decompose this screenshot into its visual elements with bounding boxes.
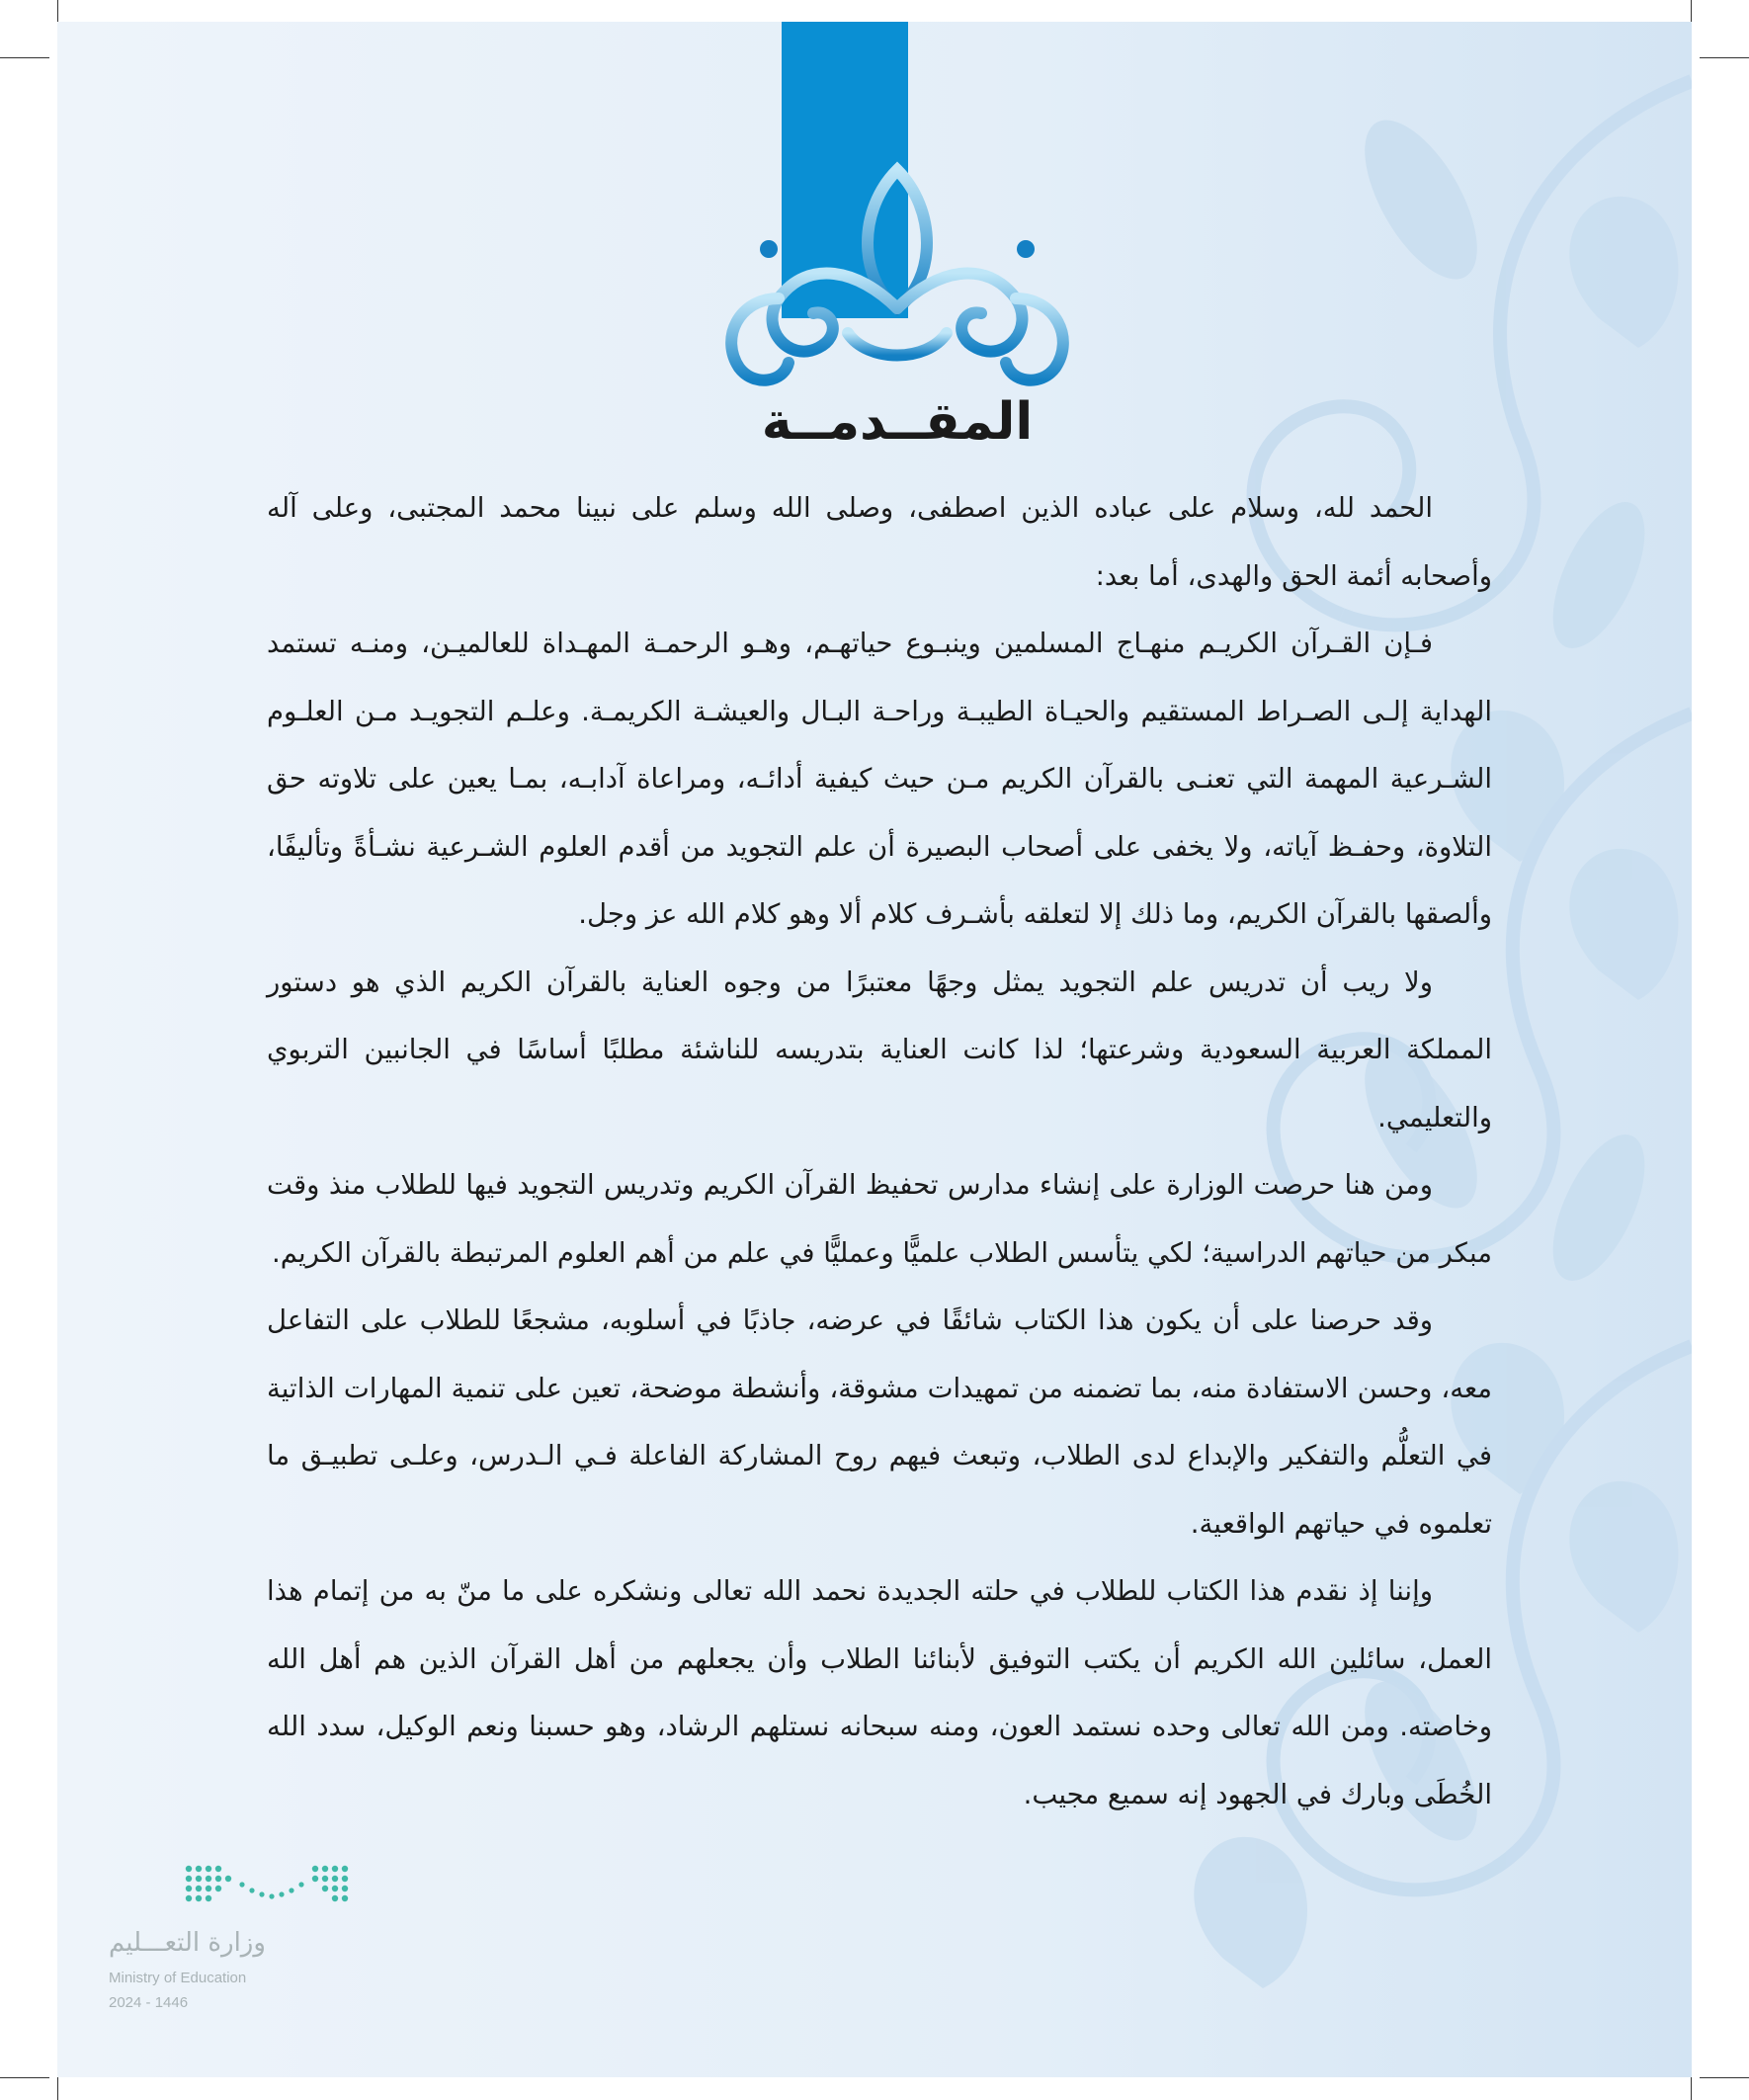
edition-year: 2024 - 1446 bbox=[109, 1994, 189, 2011]
paragraph-closing: وإننا إذ نقدم هذا الكتاب للطلاب في حلته الجديدة نحمد الله تعالى ونشكره على ما منّ به من إتمام هذا العمل، سائلين الله الكريم أن يكتب التوفيق لأبنائنا الطلاب وأن يجعلهم من أهل القرآن الذين هم أهل الله وخاصته. ومن الله تعالى وحده نستمد العون، ومنه سبحانه نستلهم الرشاد، وهو حسبنا ونعم الوكيل، سدد الله الخُطَى وبارك في الجهود إنه سميع مجيب. bbox=[267, 1575, 1492, 1810]
crop-mark-top-left-h bbox=[0, 57, 49, 58]
crop-mark-bottom-right-h bbox=[1700, 2077, 1749, 2078]
emblem-dot-left bbox=[760, 240, 778, 258]
paragraph-teaching: ولا ريب أن تدريس علم التجويد يمثل وجهًا معتبرًا من وجوه العناية بالقرآن الكريم الذي هو دستور المملكة العربية السعودية وشرعتها؛ لذا كانت العناية بتدريسه للناشئة مطلبًا أساسًا في الجانبين التربوي والتعليمي. bbox=[267, 966, 1492, 1134]
paragraph-book-design: وقد حرصنا على أن يكون هذا الكتاب شائقًا في عرضه، جاذبًا في أسلوبه، مشجعًا للطلاب على التفاعل معه، وحسن الاستفادة منه، بما تضمنه من تمهيدات مشوقة، وأنشطة موضحة، تعين على تنمية المهارات الذاتية في التعلُّم والتفكير والإبداع لدى الطلاب، وتبعث فيهم روح المشاركة الفاعلة فـي الـدرس، وعلـى تطبيـق ما تعلموه في حياتهم الواقعية. bbox=[267, 1304, 1492, 1540]
ministry-logo bbox=[109, 1863, 366, 2041]
introduction-text bbox=[267, 474, 1492, 1828]
paragraph-quran-tajweed: فـإن القـرآن الكريـم منهـاج المسلمين وينبـوع حياتهـم، وهـو الرحمـة المهـداة للعالميـن، ومنـه تستمد الهداية إلـى الصـراط المستقيم والحيـاة الطيبـة وراحـة البـال والعيشـة الكريمـة. وعلـم التجويـد مـن العلـوم الشـرعية المهمة التي تعنـى بالقرآن الكريم مـن حيث كيفية أدائـه، ومراعاة آدابـه، بمـا يعين على تلاوته حق التلاوة، وحفـظ آياته، ولا يخفى على أصحاب البصيرة أن علم التجويد من أقدم العلوم الشـرعية نشـأةً وتأليفًا، وألصقها بالقرآن الكريم، وما ذلك إلا لتعلقه بأشـرف كلام ألا وهو كلام الله عز وجل. bbox=[267, 628, 1492, 930]
ministry-name-english: Ministry of Education bbox=[109, 1970, 247, 1986]
page-title: المقــدمــة bbox=[761, 392, 1034, 452]
header-ornament-emblem bbox=[709, 150, 1085, 407]
paragraph-ministry: ومن هنا حرصت الوزارة على إنشاء مدارس تحفيظ القرآن الكريم وتدريس التجويد فيها للطلاب منذ وقت مبكر من حياتهم الدراسية؛ لكي يتأسس الطلاب علميًّا وعمليًّا في علم من أهم العلوم المرتبطة بالقرآن الكريم. bbox=[267, 1169, 1492, 1269]
emblem-dot-right bbox=[1017, 240, 1035, 258]
paragraph-opening: الحمد لله، وسلام على عباده الذين اصطفى، وصلى الله وسلم على نبينا محمد المجتبى، وعلى آله وأصحابه أئمة الحق والهدى، أما بعد: bbox=[267, 492, 1492, 592]
ministry-dots-icon bbox=[183, 1863, 351, 1910]
crop-mark-top-right-h bbox=[1700, 57, 1749, 58]
ministry-name-arabic: وزارة التعـــليم bbox=[109, 1928, 266, 1958]
crop-mark-bottom-left-h bbox=[0, 2077, 49, 2078]
